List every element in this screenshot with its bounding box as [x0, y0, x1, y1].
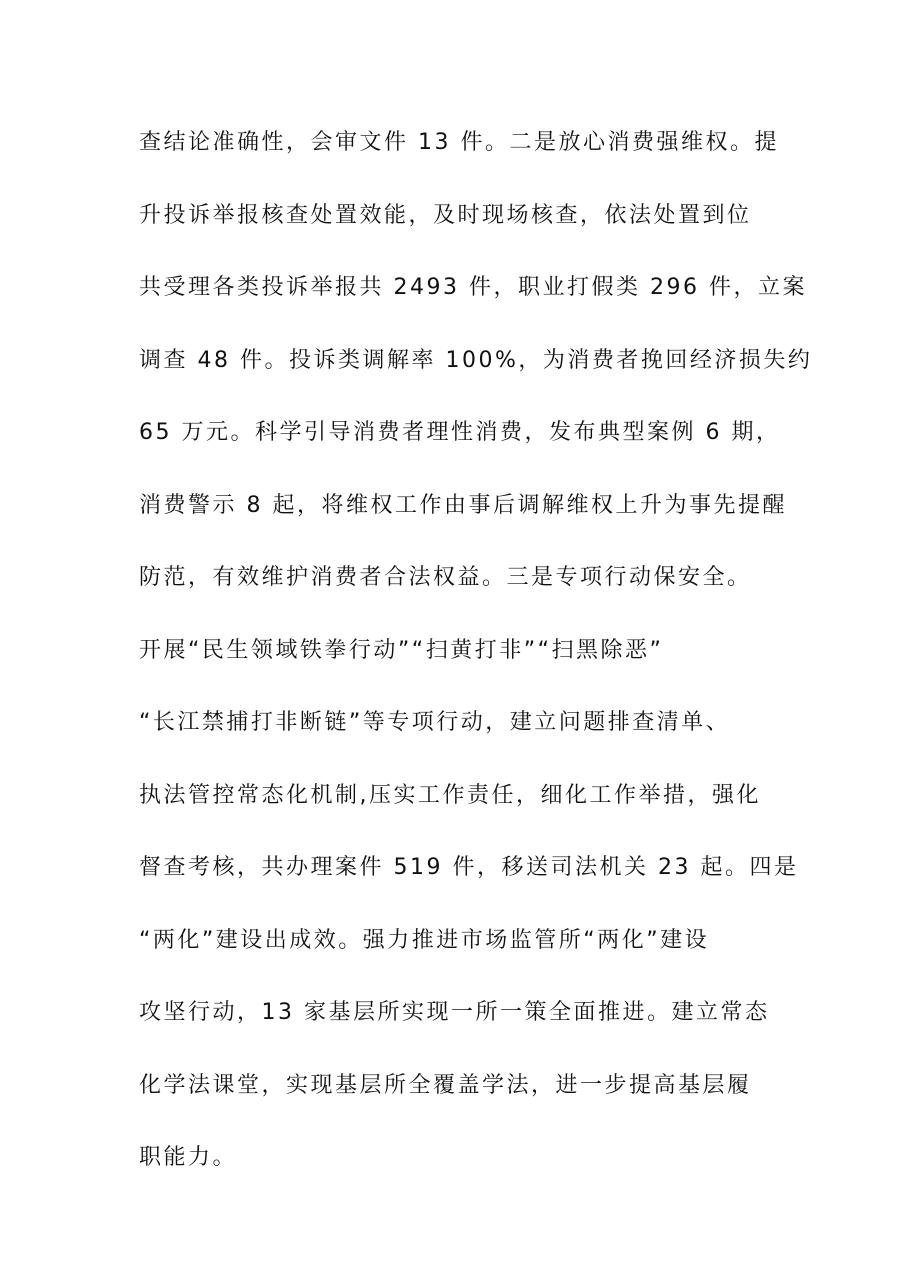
- text-line: 防范，有效维护消费者合法权益。三是专项行动保安全。: [139, 565, 752, 590]
- text-line: 攻坚行动，13 家基层所实现一所一策全面推进。建立常态: [139, 1000, 770, 1025]
- text-line: 65 万元。科学引导消费者理性消费，发布典型案例 6 期，: [139, 420, 781, 445]
- text-line: “长江禁捕打非断链”等专项行动，建立问题排查清单、: [139, 710, 731, 735]
- text-line: 开展“民生领域铁拳行动”“扫黄打非”“扫黑除恶”: [139, 637, 664, 663]
- text-line: “两化”建设出成效。强力推进市场监管所“两化”建设: [139, 927, 710, 953]
- text-line: 职能力。: [139, 1145, 238, 1170]
- text-line: 共受理各类投诉举报共 2493 件，职业打假类 296 件，立案: [139, 275, 807, 300]
- text-line: 督查考核，共办理案件 519 件，移送司法机关 23 起。四是: [139, 855, 799, 880]
- body-text: [139, 120, 813, 1208]
- text-line: 调查 48 件。投诉类调解率 100%，为消费者挽回经济损失约: [139, 347, 813, 373]
- text-line: 执法管控常态化机制,压实工作责任，细化工作举措，强化: [139, 782, 761, 808]
- text-line: 化学法课堂，实现基层所全覆盖学法，进一步提高基层履: [139, 1072, 752, 1098]
- text-line: 查结论准确性，会审文件 13 件。二是放心消费强维权。提: [139, 130, 779, 155]
- text-line: 升投诉举报核查处置效能，及时现场核查，依法处置到位: [139, 202, 752, 228]
- text-line: 消费警示 8 起，将维权工作由事后调解维权上升为事先提醒: [139, 492, 787, 518]
